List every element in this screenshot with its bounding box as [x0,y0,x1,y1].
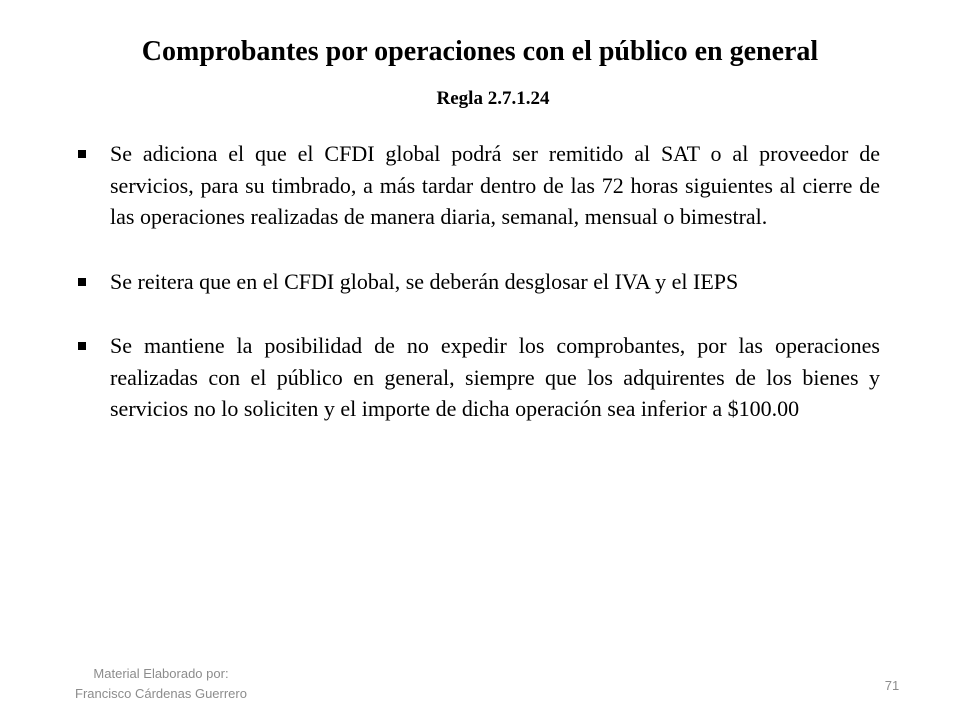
slide-title: Comprobantes por operaciones con el público en general [141,36,819,67]
footer-credit-line-1: Material Elaborado por: [93,666,229,681]
bullet-text: Se reitera que en el CFDI global, se deberán desglosar el IVA y el IEPS [110,268,739,294]
square-bullet-icon [78,278,86,286]
footer-credit [56,664,266,704]
page-number: 71 [884,678,900,693]
bullet-item [70,266,880,298]
square-bullet-icon [78,150,86,158]
bullet-item [70,330,880,425]
bullet-item [70,138,880,233]
bullet-text: Se adiciona el que el CFDI global podrá ser remitido al SAT o al proveedor de servicios, para su timbrado, a más tardar dentro de las 72 horas siguientes al cierre de las operaciones realizadas de manera diaria, semanal, mensual o bimestral. [110,141,880,229]
square-bullet-icon [78,342,86,350]
footer-credit-line-2: Francisco Cárdenas Guerrero [75,686,247,701]
rule-subtitle: Regla 2.7.1.24 [436,88,550,109]
bullet-list [70,138,880,425]
bullet-text: Se mantiene la posibilidad de no expedir los comprobantes, por las operaciones realizadas con el público en general, siempre que los adquirentes de los bienes y servicios no lo soliciten y el importe de dicha operación sea inferior a $100.00 [110,333,880,421]
